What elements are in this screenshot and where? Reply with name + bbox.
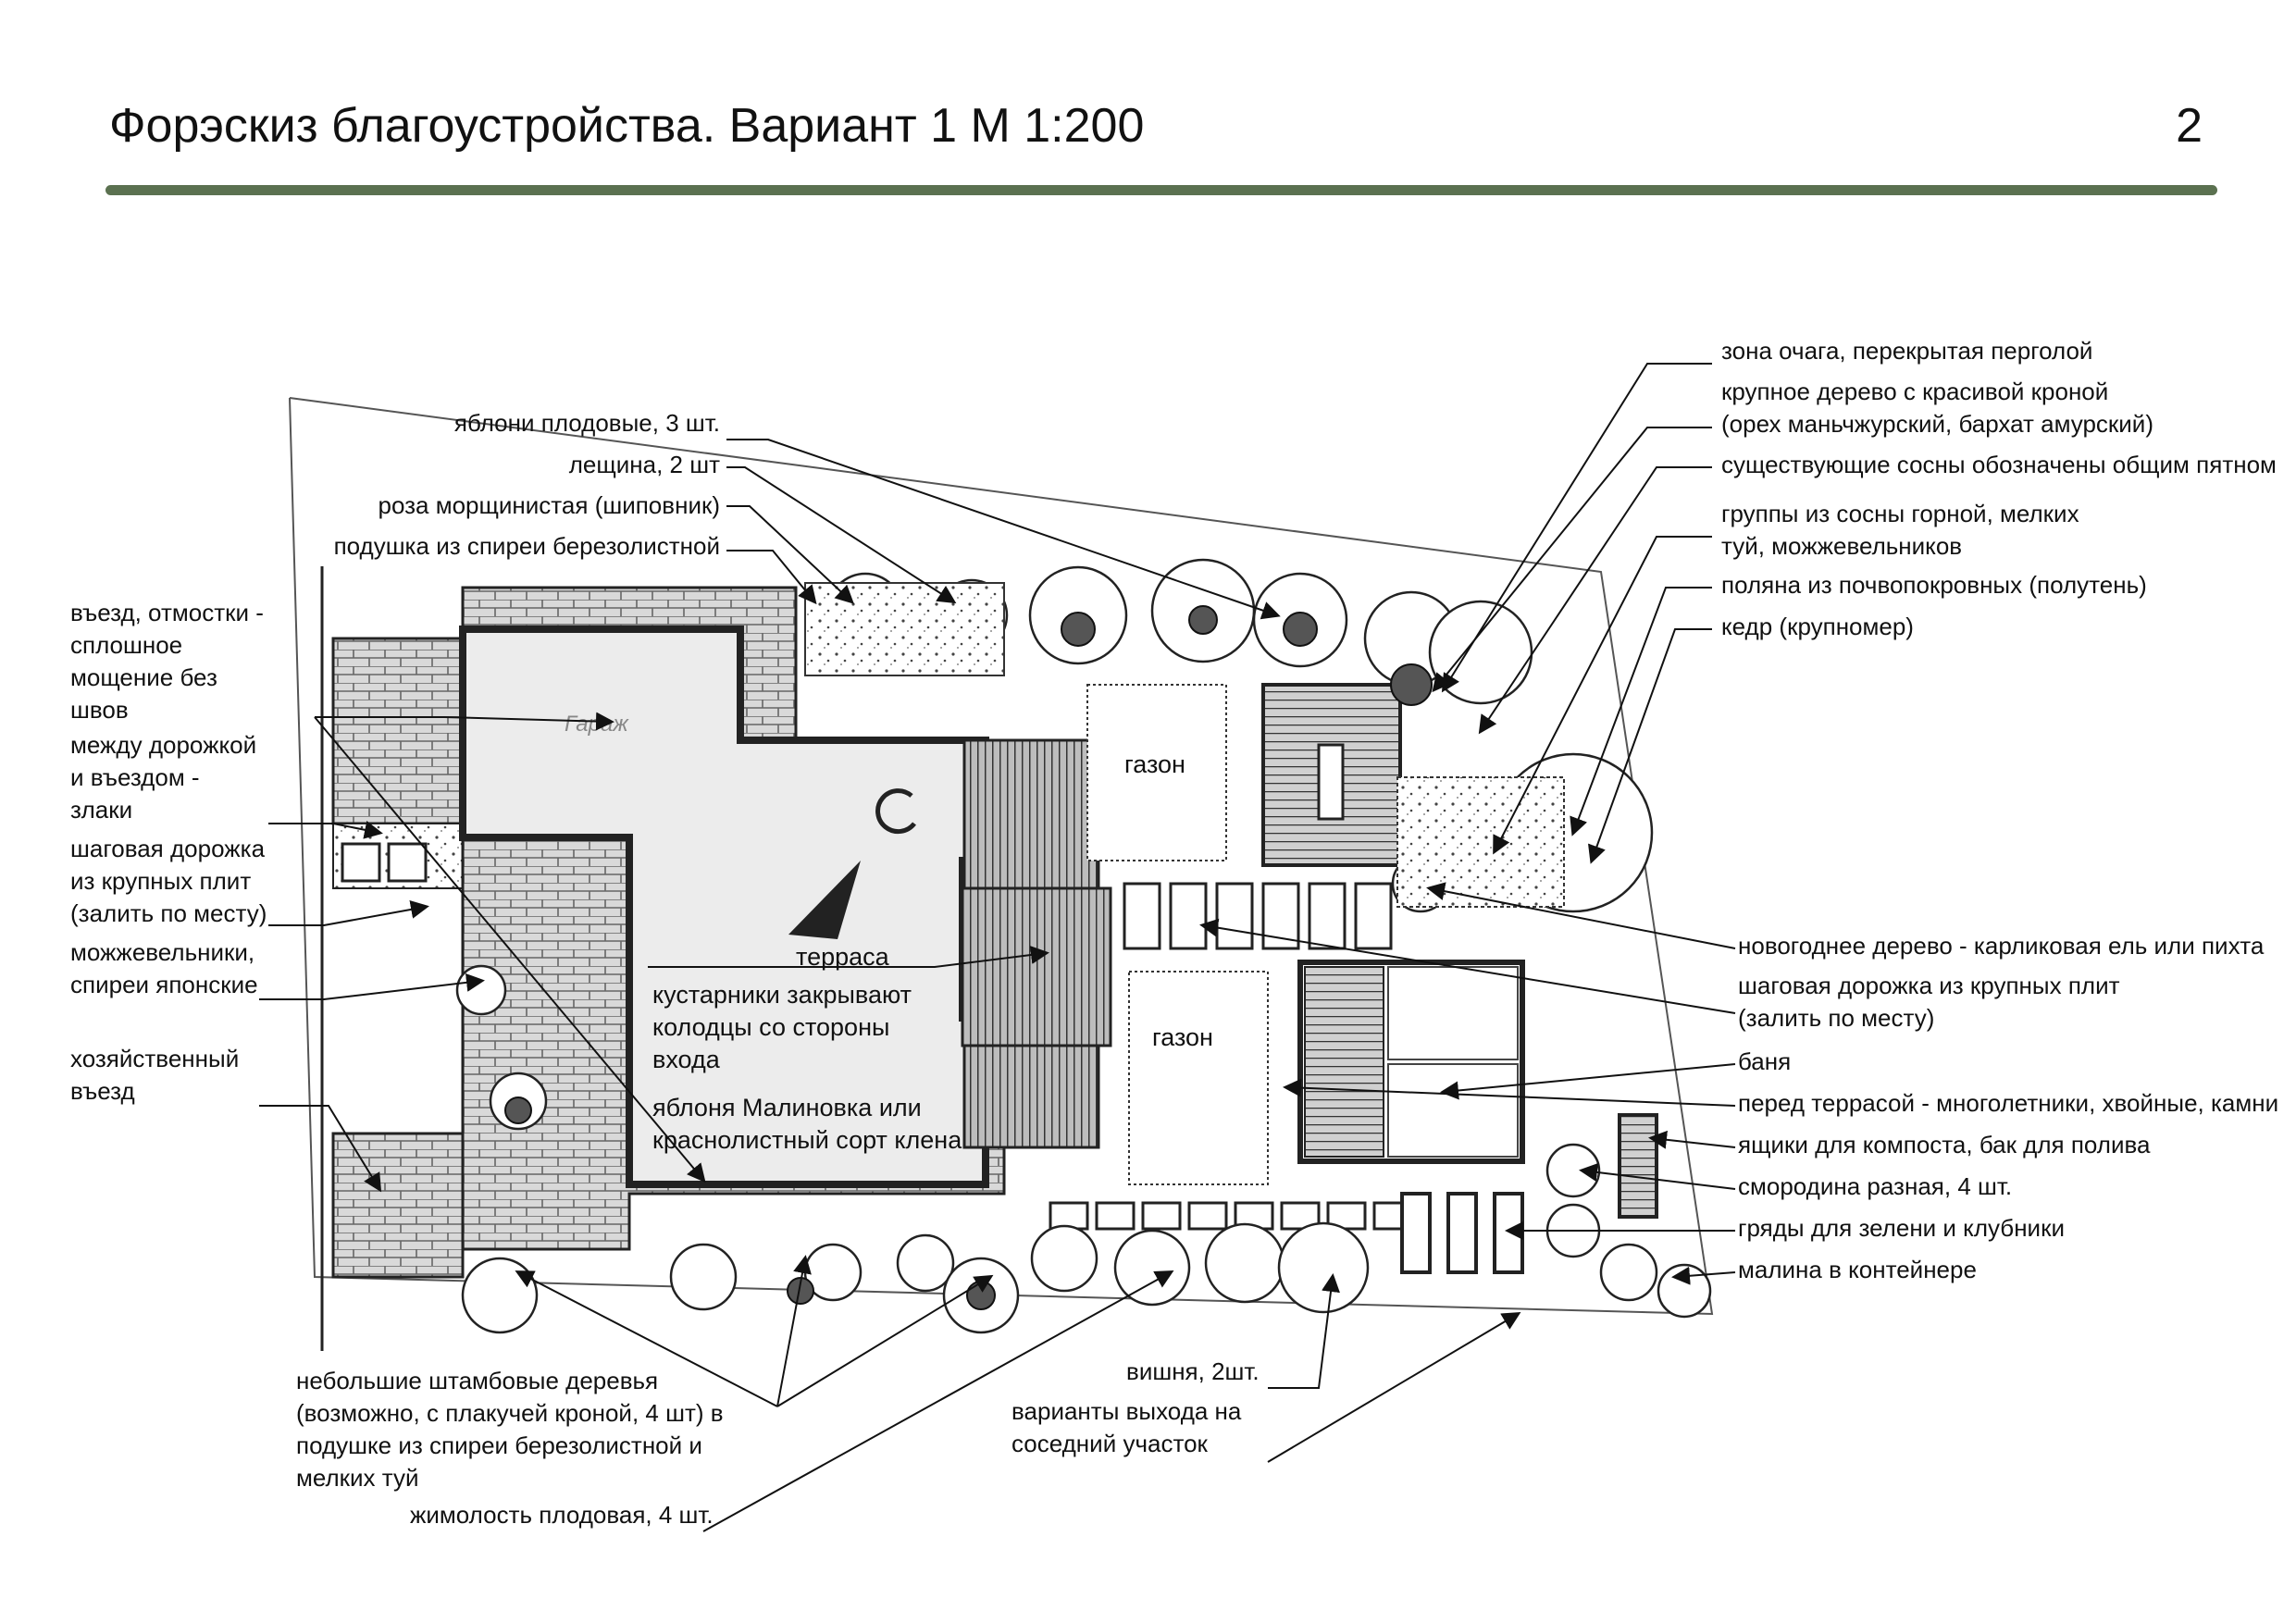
lawn-top-text: газон [1124,750,1185,778]
hearth [1319,745,1343,819]
entry-paving-top [333,638,463,824]
label-bathhouse: баня [1738,1047,1792,1075]
bathhouse-deck [1305,967,1384,1157]
label-cherry: вишня, 2шт. [1126,1357,1260,1385]
label-mountain-pine-groups: группы из сосны горной, мелких туй, можжевельников [1721,500,2079,560]
lawn-bottom [1129,972,1268,1184]
step-slab-left-1 [342,844,379,881]
label-hearth-zone: зона очага, перекрытая перголой [1721,337,2093,365]
label-spirea-cushion: подушка из спиреи березолистной [333,532,720,560]
spirea-cushion-bed [805,583,1004,675]
label-exit-options: варианты выхода на соседний участок [1011,1397,1242,1457]
label-compost: ящики для компоста, бак для полива [1738,1131,2151,1158]
label-currant: смородина разная, 4 шт. [1738,1172,2013,1200]
label-utility-entry: хозяйственный въезд [70,1045,240,1105]
terrace-deck-wide [962,888,1111,1046]
label-large-tree: крупное дерево с красивой кроной (орех маньчжурский, бархат амурский) [1721,378,2153,438]
groundcover-glade [1397,777,1564,907]
label-hazel: лещина, 2 шт [568,451,720,478]
lawn-bottom-text: газон [1152,1023,1213,1051]
label-cedar: кедр (крупномер) [1721,613,1914,640]
label-before-terrace: перед террасой - многолетники, хвойные, камни [1738,1089,2279,1117]
label-standard-trees: небольшие штамбовые деревья (возможно, с плакучей кроной, 4 шт) в подушке из спиреи березолистной и мелких туй [296,1367,724,1492]
label-junipers-spirea: можжевельники, спиреи японские [70,938,258,998]
label-new-year-tree: новогоднее дерево - карликовая ель или пихта [1738,932,2265,960]
label-entry-paving: въезд, отмостки - сплошное мощение без швов [70,599,264,724]
label-apple-malinovka: яблоня Малиновка или краснолистный сорт клена [652,1094,962,1154]
label-apple-trees: яблони плодовые, 3 шт. [453,409,720,437]
label-shrubs-wells: кустарники закрывают колодцы со стороны входа [652,981,912,1073]
label-honeysuckle: жимолость плодовая, 4 шт. [410,1501,714,1529]
label-step-path-left: шаговая дорожка из крупных плит (залить по месту) [70,835,267,927]
vegetable-beds [1402,1194,1522,1272]
label-raspberry: малина в контейнере [1738,1256,1977,1283]
label-step-path-right: шаговая дорожка из крупных плит (залить по месту) [1738,972,2120,1032]
label-existing-pines: существующие сосны обозначены общим пятном [1721,451,2277,478]
label-beds: гряды для зелени и клубники [1738,1214,2065,1242]
entry-paving-bottom [333,1134,463,1277]
label-groundcover-glade: поляна из почвопокровных (полутень) [1721,571,2147,599]
page-number: 2 [2176,99,2203,153]
label-grasses: между дорожкой и въездом - злаки [70,731,257,824]
garage-text: Гараж [565,712,628,737]
page-title: Форэскиз благоустройства. Вариант 1 М 1:200 [109,99,1145,153]
bathhouse-room-2 [1388,1064,1518,1157]
terrace-text: терраса [796,943,889,971]
compost-boxes [1620,1115,1657,1217]
step-slab-left-2 [389,844,426,881]
label-rosa-rugosa: роза морщинистая (шиповник) [378,491,720,519]
bathhouse-room-1 [1388,967,1518,1059]
